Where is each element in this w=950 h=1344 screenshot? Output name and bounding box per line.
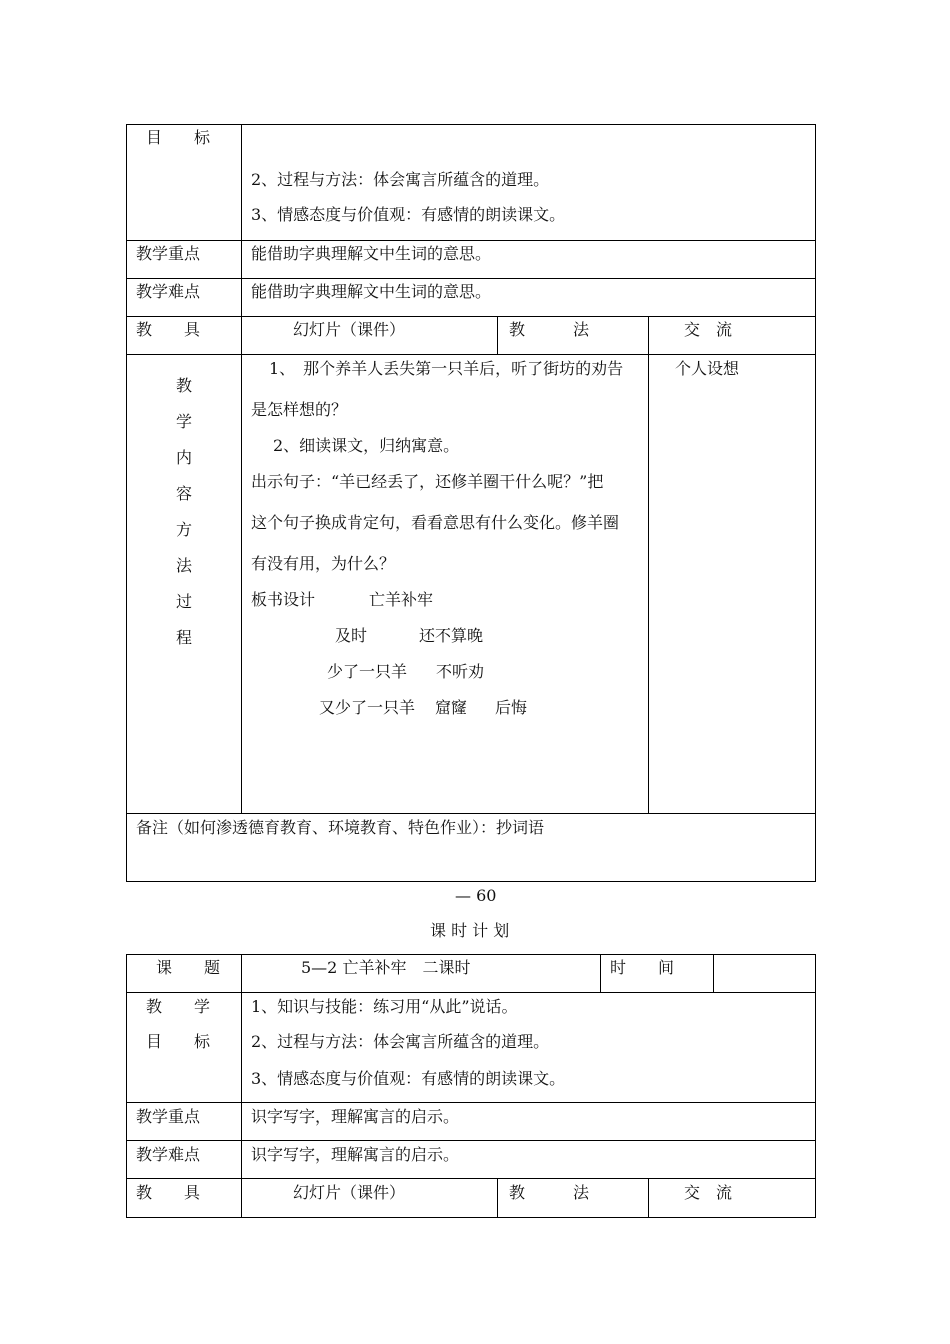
table-border xyxy=(126,813,816,814)
key-point-label: 教学重点 xyxy=(136,1107,201,1126)
tools-value: 幻灯片（课件） xyxy=(293,320,406,339)
board-row-item: 窟窿 xyxy=(435,698,468,717)
table-border xyxy=(126,1140,816,1141)
table-border xyxy=(126,954,127,1218)
page-number: — 60 xyxy=(455,886,497,905)
board-row-item: 还不算晚 xyxy=(419,626,484,645)
exchange-label: 交 流 xyxy=(684,1183,733,1202)
content-label-char: 学 xyxy=(176,412,193,431)
table-border xyxy=(126,1217,816,1218)
content-line: 有没有用，为什么？ xyxy=(251,554,396,573)
tools-label: 教 具 xyxy=(136,1183,201,1202)
table-border xyxy=(815,954,816,1218)
table-border xyxy=(241,124,242,813)
goal-item: 3、情感态度与价值观：有感情的朗读课文。 xyxy=(251,1069,566,1088)
topic-value: 5—2 亡羊补牢 二课时 xyxy=(301,958,471,977)
table-border xyxy=(126,124,816,125)
table-border xyxy=(497,316,498,354)
table-border xyxy=(497,1178,498,1217)
table-border xyxy=(713,954,714,992)
table-border xyxy=(241,954,242,1218)
tools-value: 幻灯片（课件） xyxy=(293,1183,406,1202)
content-label-char: 法 xyxy=(176,556,193,575)
board-design-title: 亡羊补牢 xyxy=(369,590,434,609)
goal-label: 目 标 xyxy=(146,128,211,147)
goal-item: 2、过程与方法：体会寓言所蕴含的道理。 xyxy=(251,170,550,189)
method-label: 教 法 xyxy=(509,1183,590,1202)
table-border xyxy=(126,124,127,882)
page-title: 课 时 计 划 xyxy=(430,921,510,940)
table-border xyxy=(126,278,816,279)
table-border xyxy=(126,1102,816,1103)
content-label-char: 容 xyxy=(176,484,193,503)
content-label-char: 内 xyxy=(176,448,193,467)
table-border xyxy=(126,1178,816,1179)
goal-item: 2、过程与方法：体会寓言所蕴含的道理。 xyxy=(251,1032,550,1051)
tools-label: 教 具 xyxy=(136,320,201,339)
board-row-item: 不听劝 xyxy=(436,662,485,681)
content-line: 出示句子：“羊已经丢了，还修羊圈干什么呢？”把 xyxy=(251,472,604,491)
board-row-item: 又少了一只羊 xyxy=(319,698,416,717)
content-label-char: 教 xyxy=(176,376,193,395)
note-text: 备注（如何渗透德育教育、环境教育、特色作业）：抄词语 xyxy=(136,818,545,837)
content-line: 1、 那个养羊人丢失第一只羊后，听了街坊的劝告 xyxy=(269,359,624,378)
method-label: 教 法 xyxy=(509,320,590,339)
topic-label: 课 题 xyxy=(156,958,221,977)
board-row-item: 及时 xyxy=(335,626,368,645)
content-line: 是怎样想的？ xyxy=(251,400,348,419)
table-border xyxy=(126,240,816,241)
content-label-char: 程 xyxy=(176,628,193,647)
table-border xyxy=(126,992,816,993)
exchange-label: 交 流 xyxy=(684,320,733,339)
content-label-char: 方 xyxy=(176,520,193,539)
board-row-item: 后悔 xyxy=(495,698,528,717)
key-point-text: 能借助字典理解文中生词的意思。 xyxy=(251,244,492,263)
content-line: 2、细读课文，归纳寓意。 xyxy=(273,436,460,455)
table-border xyxy=(126,881,816,882)
content-label-char: 过 xyxy=(176,592,193,611)
board-row-item: 少了一只羊 xyxy=(327,662,408,681)
personal-idea-label: 个人设想 xyxy=(675,359,740,378)
table-border xyxy=(126,316,816,317)
key-point-text: 识字写字，理解寓言的启示。 xyxy=(251,1107,460,1126)
key-point-label: 教学重点 xyxy=(136,244,201,263)
content-line: 这个句子换成肯定句，看看意思有什么变化。修羊圈 xyxy=(251,513,620,532)
goal-item: 3、情感态度与价值观：有感情的朗读课文。 xyxy=(251,205,566,224)
board-design-label: 板书设计 xyxy=(251,590,316,609)
goal-item: 1、知识与技能：练习用“从此”说话。 xyxy=(251,997,518,1016)
difficulty-text: 识字写字，理解寓言的启示。 xyxy=(251,1145,460,1164)
table-border xyxy=(648,1178,649,1217)
goal-label: 教 学 xyxy=(146,997,211,1016)
difficulty-label: 教学难点 xyxy=(136,282,201,301)
time-label: 时 间 xyxy=(610,958,675,977)
table-border xyxy=(600,954,601,992)
difficulty-label: 教学难点 xyxy=(136,1145,201,1164)
difficulty-text: 能借助字典理解文中生词的意思。 xyxy=(251,282,492,301)
table-border xyxy=(126,354,816,355)
goal-label: 目 标 xyxy=(146,1032,211,1051)
table-border xyxy=(815,124,816,882)
table-border xyxy=(648,316,649,813)
